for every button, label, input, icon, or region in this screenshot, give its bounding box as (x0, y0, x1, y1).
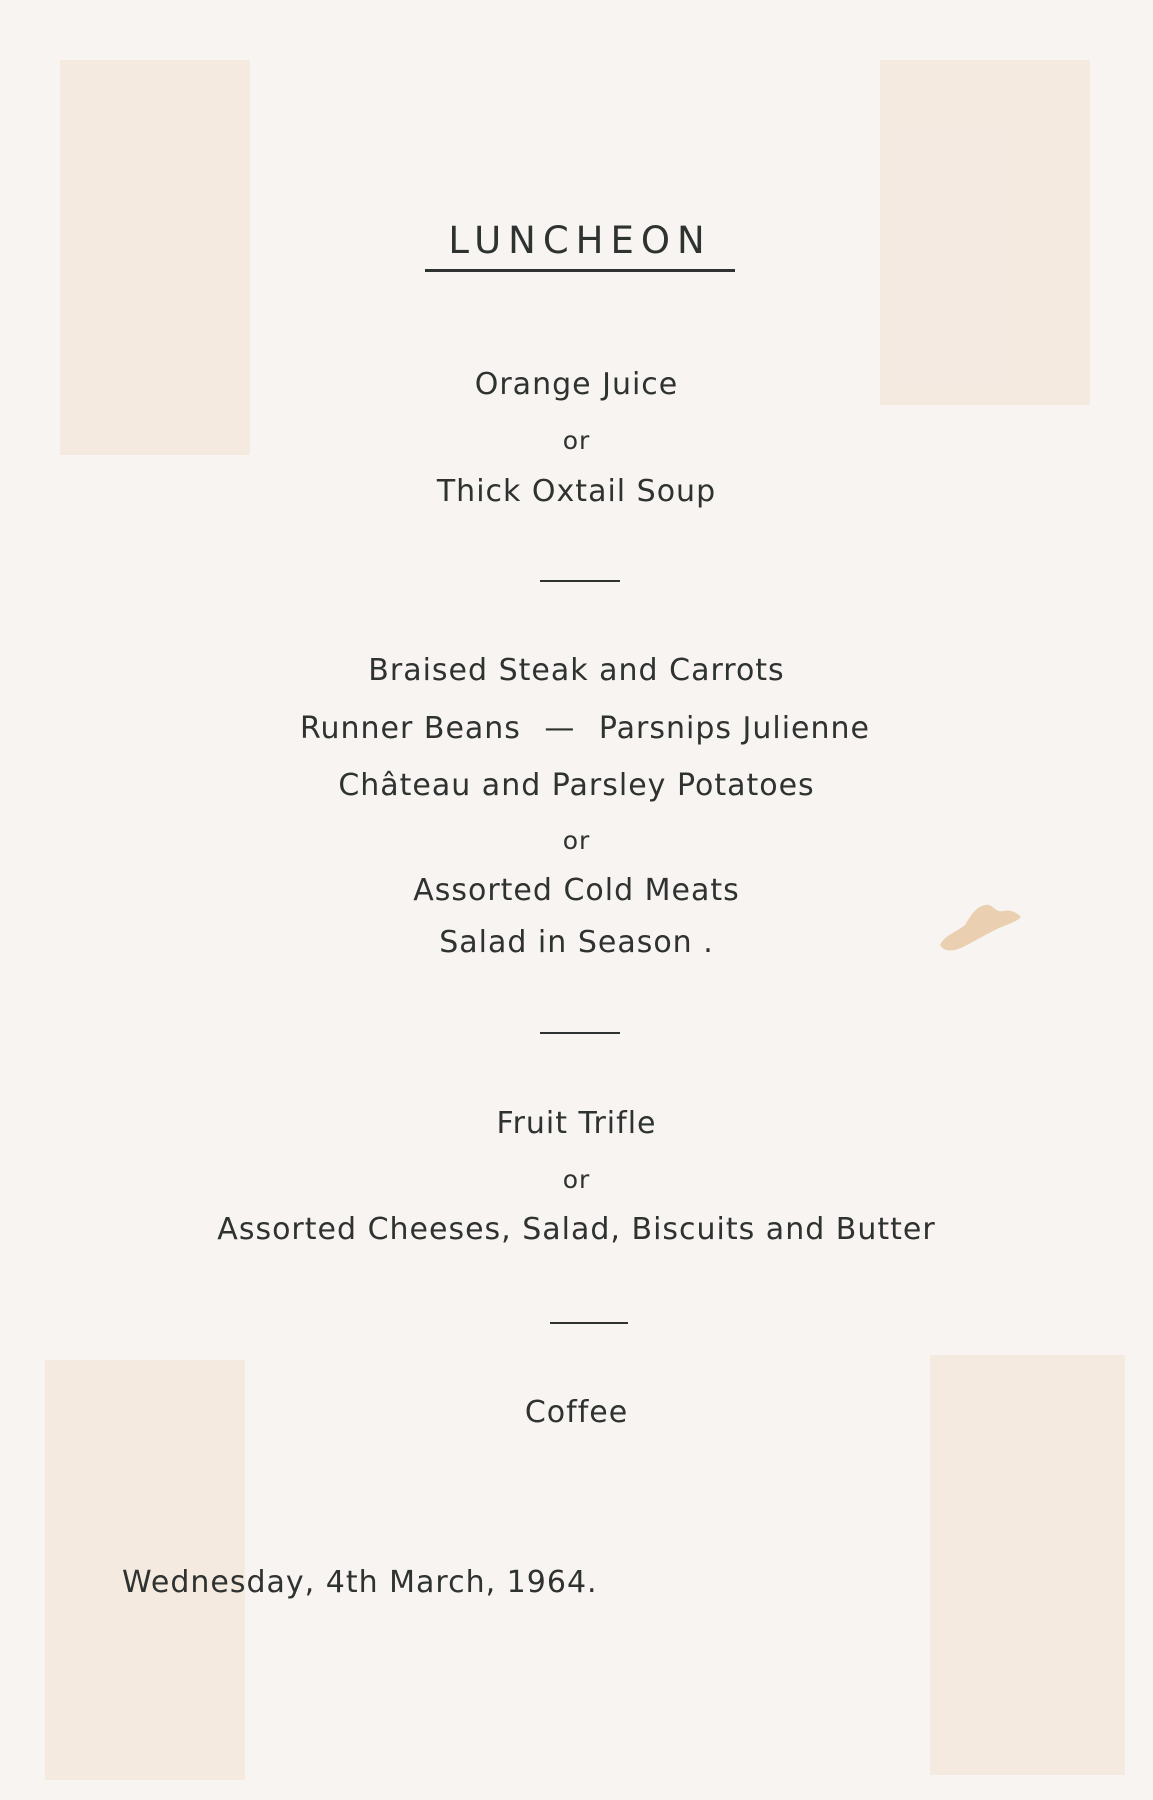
main-item-right: Parsnips Julienne (598, 711, 870, 746)
or-separator: or (562, 1165, 591, 1194)
main-item: Braised Steak and Carrots (368, 653, 785, 688)
tape-mark (880, 60, 1090, 405)
main-item: Salad in Season . (439, 925, 714, 960)
main-item: Château and Parsley Potatoes (338, 768, 815, 803)
coffee-item: Coffee (524, 1395, 629, 1430)
main-item-left: Runner Beans (300, 711, 521, 746)
section-divider (540, 580, 620, 582)
dash-separator: — (544, 711, 576, 746)
section-divider (540, 1032, 620, 1034)
main-item: Assorted Cold Meats (413, 873, 740, 908)
dessert-item: Assorted Cheeses, Salad, Biscuits and Butter (217, 1212, 936, 1247)
starter-item: Thick Oxtail Soup (436, 474, 717, 509)
main-item-vegetables (300, 711, 870, 746)
or-separator: or (562, 826, 591, 855)
menu-date: Wednesday, 4th March, 1964. (122, 1565, 598, 1600)
dessert-item: Fruit Trifle (496, 1106, 657, 1141)
starter-item: Orange Juice (474, 367, 679, 402)
section-divider (550, 1322, 628, 1324)
or-separator: or (562, 426, 591, 455)
menu-title: LUNCHEON (425, 222, 735, 272)
